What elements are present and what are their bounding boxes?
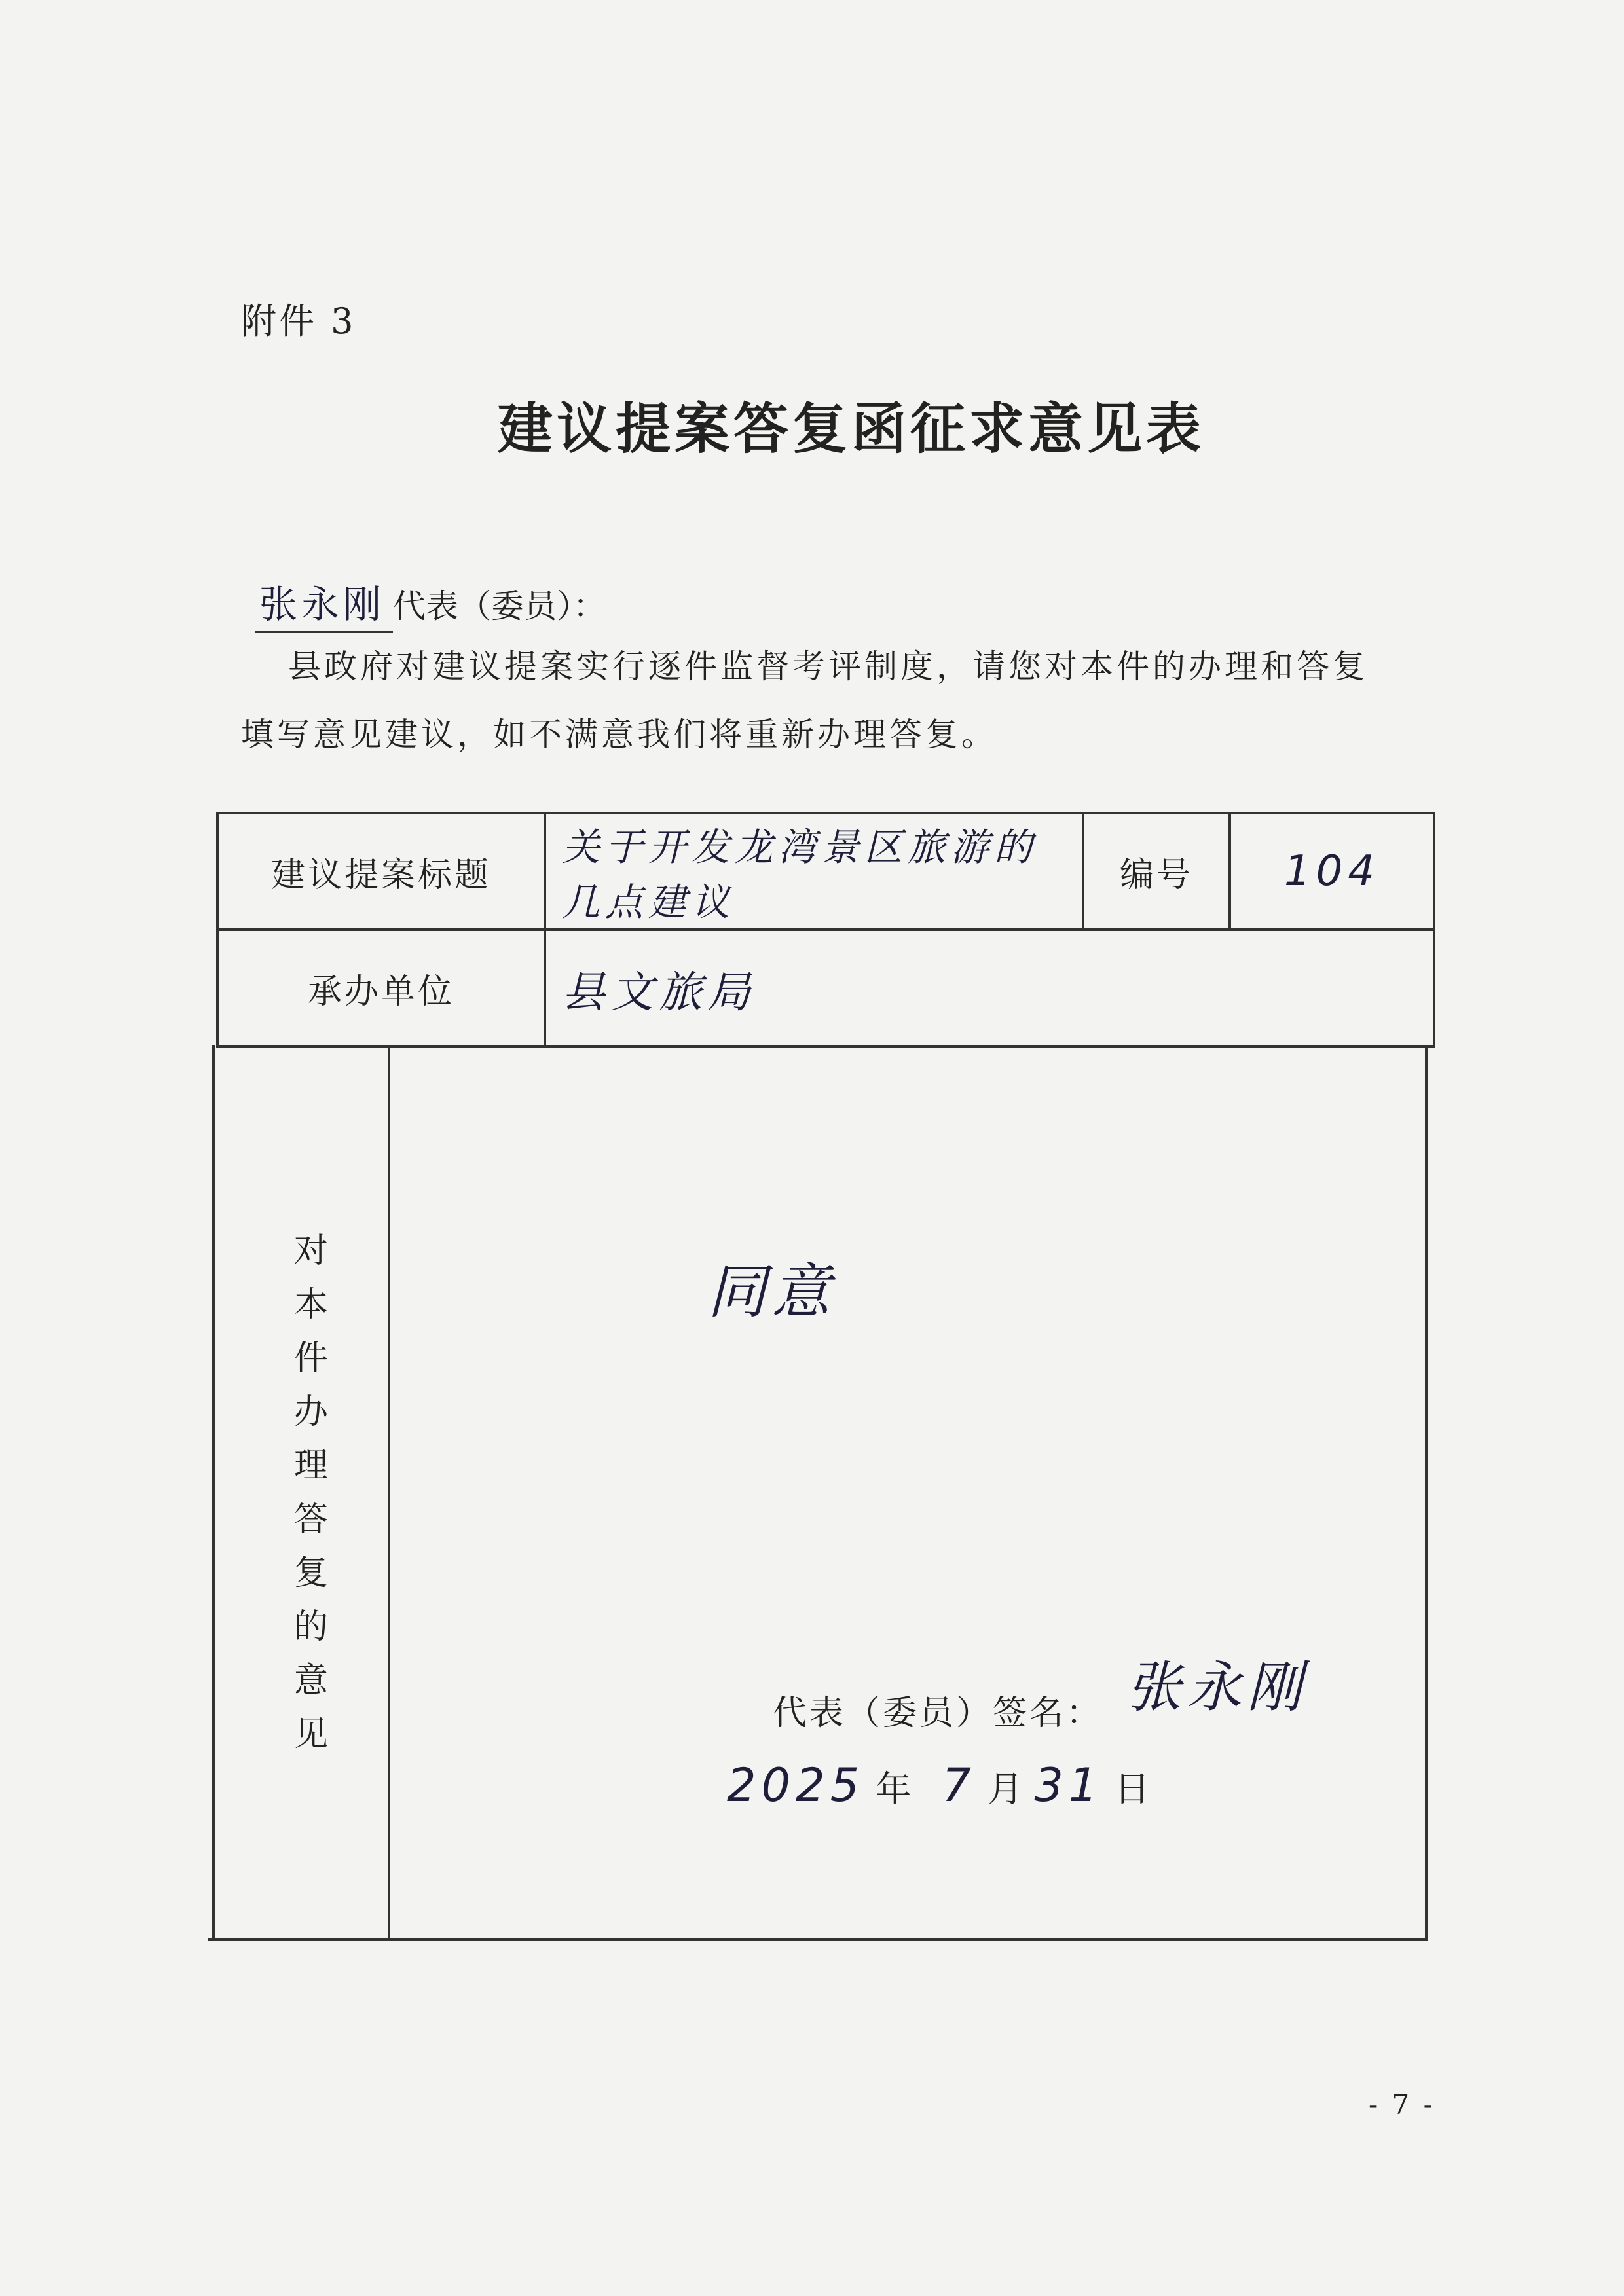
opinion-label-char: 复 (293, 1554, 328, 1593)
date-year-unit: 年 (876, 1768, 912, 1810)
unit-label: 承办单位 (307, 972, 454, 1011)
title-label: 建议提案标题 (270, 855, 491, 895)
opinion-label-char: 的 (293, 1607, 328, 1647)
opinion-label-char: 意 (293, 1661, 328, 1700)
date-year[interactable]: 2025 (727, 1758, 865, 1812)
title-value-line-1: 关于开发龙湾景区旅游的 (562, 825, 1038, 869)
intro-paragraph-line-2: 填写意见建议，如不满意我们将重新办理答复。 (241, 716, 997, 754)
opinion-label-char: 答 (293, 1500, 328, 1539)
opinion-label-char: 对 (293, 1231, 328, 1271)
intro-paragraph-line-1: 县政府对建议提案实行逐件监督考评制度，请您对本件的办理和答复 (288, 647, 1369, 685)
unit-value[interactable]: 县文旅局 (562, 966, 756, 1017)
addressee-suffix: 代表（委员）： (393, 587, 606, 625)
opinion-value[interactable]: 同意 (707, 1258, 836, 1326)
title-value-line-2: 几点建议 (562, 880, 735, 924)
title-value[interactable] (546, 814, 1082, 928)
addressee-name: 张永刚 (255, 574, 393, 633)
opinion-label-char: 见 (293, 1715, 328, 1754)
number-label: 编号 (1119, 855, 1193, 895)
form-title: 建议提案答复函征求意见表 (497, 396, 1205, 461)
opinion-label-char: 理 (293, 1446, 328, 1485)
opinion-label (282, 1224, 341, 1761)
opinion-label-char: 件 (293, 1339, 328, 1378)
number-value[interactable]: 104 (1283, 847, 1380, 896)
signature-date (727, 1758, 1150, 1812)
date-day-unit: 日 (1114, 1768, 1150, 1810)
signature-value[interactable]: 张永刚 (1126, 1655, 1308, 1719)
opinion-label-char: 本 (293, 1285, 328, 1324)
date-day[interactable]: 31 (1034, 1758, 1103, 1812)
attachment-label: 附件 3 (241, 301, 356, 342)
date-month-unit: 月 (987, 1768, 1024, 1810)
opinion-label-char: 办 (293, 1393, 328, 1432)
date-month[interactable]: 7 (942, 1758, 977, 1812)
page-number: - 7 - (1369, 2088, 1435, 2121)
signature-label: 代表（委员）签名： (773, 1694, 1103, 1733)
